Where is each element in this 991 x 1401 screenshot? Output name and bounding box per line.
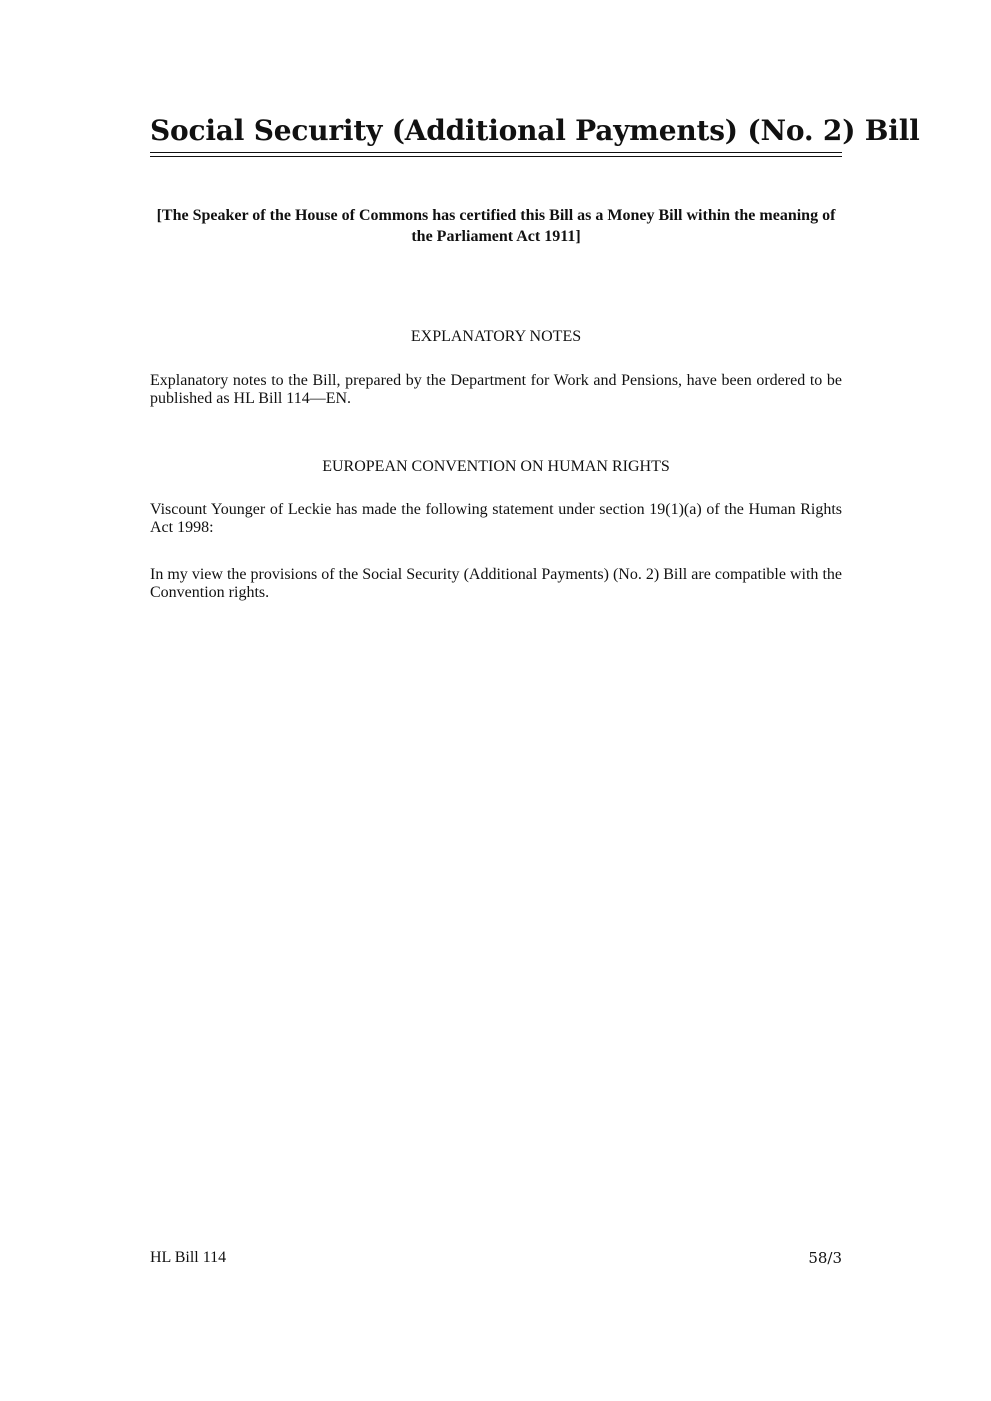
echr-statement-intro: Viscount Younger of Leckie has made the following statement under section 19(1)(a) of the Human Rights Act 1998: [150,501,842,536]
explanatory-notes-heading: EXPLANATORY NOTES [410,328,582,345]
echr-statement: In my view the provisions of the Social Security (Additional Payments) (No. 2) Bill are compatible with the Convention rights. [150,566,842,601]
footer-print-number: 58/3 [808,1249,842,1267]
echr-heading: EUROPEAN CONVENTION ON HUMAN RIGHTS [322,458,670,475]
explanatory-notes-text: Explanatory notes to the Bill, prepared by the Department for Work and Pensions, have been ordered to be published as HL Bill 114—EN. [150,372,842,407]
money-bill-certification: [The Speaker of the House of Commons has certified this Bill as a Money Bill within the meaning of the Parliament Act 1911] [156,207,836,245]
title-underline-rule [150,152,842,153]
title-double-rule [150,156,842,157]
footer-bill-reference: HL Bill 114 [150,1249,227,1266]
bill-title: Social Security (Additional Payments) (No. 2) Bill [150,114,920,147]
title-block [150,112,920,157]
